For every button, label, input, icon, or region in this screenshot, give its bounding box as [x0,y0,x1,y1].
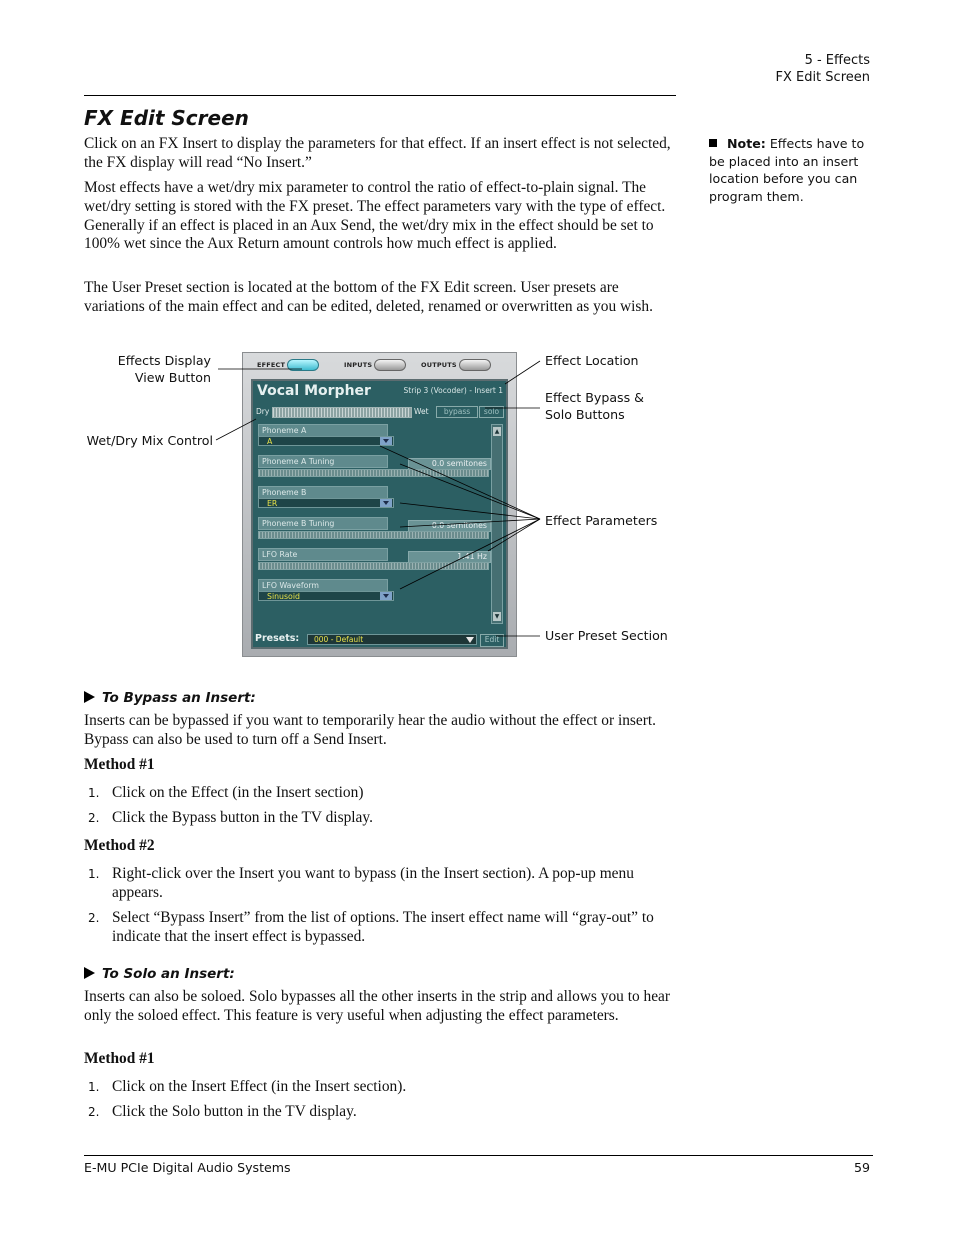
sidebar-note [709,135,874,205]
bypass-heading [84,690,256,706]
preset-select[interactable] [307,634,477,645]
scroll-up-icon[interactable]: ▲ [494,428,500,435]
step-text: Click the Solo button in the TV display. [112,1103,357,1120]
scroll-down-icon[interactable]: ▼ [494,613,500,620]
solo-heading [84,966,235,982]
step-number: 1. [88,1080,100,1094]
triangle-right-icon [84,691,95,703]
param-label: Phoneme A Tuning [258,455,388,468]
triangle-right-icon [84,967,95,979]
footer-title: E-MU PCIe Digital Audio Systems [84,1160,291,1175]
param-lfo-rate [258,548,489,574]
chevron-down-icon[interactable] [380,592,392,600]
effect-parameters [258,424,489,624]
step-text: Right-click over the Insert you want to bypass (in the Insert section). A pop-up menu appears. [112,865,634,901]
callout-wet-dry: Wet/Dry Mix Control [86,433,213,448]
param-select[interactable]: A [258,436,394,446]
step-number: 1. [88,867,100,881]
inputs-view-button[interactable] [374,359,406,371]
param-label: LFO Waveform [258,579,388,592]
step-text: Select “Bypass Insert” from the list of options. The insert effect name will “gray-out” to indicate that the insert effect is bypassed. [112,909,654,945]
fx-edit-panel [242,352,517,657]
preset-edit-button[interactable]: Edit [480,634,504,647]
step-number: 2. [88,911,100,925]
step-number: 2. [88,1105,100,1119]
user-preset-section [255,633,505,646]
note-text: Effects have to be placed into an insert location before you can program them. [709,136,865,204]
param-label: LFO Rate [258,548,388,561]
dry-label: Dry [256,407,270,416]
param-label: Phoneme B [258,486,388,499]
param-label: Phoneme A [258,424,388,437]
chevron-down-icon[interactable] [380,437,392,445]
tv-display [251,379,508,649]
param-phoneme-b [258,486,489,512]
effect-view-button[interactable] [287,359,319,371]
header-section: FX Edit Screen [775,70,870,85]
effect-name: Vocal Morpher [257,383,371,399]
step-text: Click on the Effect (in the Insert section) [112,784,364,801]
bypass-heading-text: To Bypass an Insert: [102,690,256,706]
callout-view-button [90,352,211,386]
param-slider[interactable] [258,562,489,570]
bypass-method-1-label: Method #1 [84,756,155,773]
param-value: 1.41 Hz [408,551,491,563]
solo-intro: Inserts can also be soloed. Solo bypasses all the other inserts in the strip and allows you to hear only the soloed effect. This feature is very useful when adjusting the effect parameters. [84,988,671,1024]
param-phoneme-b-tuning [258,517,489,543]
param-phoneme-a-tuning [258,455,489,481]
page-number: 59 [853,1160,870,1175]
solo-method-1-label: Method #1 [84,1050,155,1067]
bypass-method-2-label: Method #2 [84,837,155,854]
callout-user-preset: User Preset Section [545,628,668,643]
bypass-button[interactable]: bypass [436,406,478,418]
tab-effect-label: EFFECT [257,361,286,369]
param-value: 0.0 semitones [408,520,491,532]
callout-bypass-solo [545,389,644,423]
wet-dry-slider[interactable] [272,407,412,418]
tab-inputs-label: INPUTS [344,361,373,369]
callout-bypass-line2: Solo Buttons [545,407,625,422]
wet-dry-row [255,406,505,418]
tab-outputs-label: OUTPUTS [421,361,457,369]
callout-parameters: Effect Parameters [545,513,658,528]
param-value: 0.0 semitones [408,458,491,470]
outputs-view-button[interactable] [459,359,491,371]
param-phoneme-a [258,424,489,450]
callout-bypass-line1: Effect Bypass & [545,390,644,405]
footer-rule [84,1155,873,1156]
param-label: Phoneme B Tuning [258,517,388,530]
user-preset-paragraph: The User Preset section is located at the bottom of the FX Edit screen. User presets are variations of the main effect and can be edited, deleted, renamed or overwritten as you wish. [84,279,653,315]
bypass-intro: Inserts can be bypassed if you want to temporarily hear the audio without the effect or insert. Bypass can also be used to turn off a Send Insert. [84,712,656,748]
note-bullet-icon [709,139,717,147]
solo-button[interactable]: solo [479,406,504,418]
step-text: Click on the Insert Effect (in the Insert section). [112,1078,407,1095]
step-text: Click the Bypass button in the TV display. [112,809,373,826]
param-slider[interactable] [258,469,489,477]
chevron-down-icon[interactable] [466,637,474,643]
callout-view-button-line1: Effects Display [117,353,211,368]
header-rule [84,95,676,96]
step-number: 1. [88,786,100,800]
preset-value: 000 - Default [314,635,364,644]
page-title: FX Edit Screen [84,106,249,130]
param-scrollbar[interactable] [491,424,503,624]
step-number: 2. [88,811,100,825]
note-label: Note: [727,136,766,151]
wet-dry-paragraph: Most effects have a wet/dry mix parameter to control the ratio of effect-to-plain signal. The wet/dry setting is stored with the FX preset. The effect parameters vary with the type of effect. Generally if an effect is placed in an Aux Send, the wet/dry mix in the effect should be set to 100% wet since the Aux Return amount controls how much effect is applied. [84,179,666,253]
chevron-down-icon[interactable] [380,499,392,507]
tab-inputs[interactable] [344,359,406,373]
callout-view-button-line2: View Button [134,370,211,385]
header-chapter: 5 - Effects [804,53,870,68]
callout-location: Effect Location [545,353,639,368]
param-lfo-waveform [258,579,489,605]
param-slider[interactable] [258,531,489,539]
wet-label: Wet [414,407,429,416]
param-select[interactable]: ER [258,498,394,508]
effect-location: Strip 3 (Vocoder) - Insert 1 [403,386,503,395]
tab-outputs[interactable] [421,359,491,373]
presets-label: Presets: [255,633,300,644]
param-select[interactable]: Sinusoid [258,591,394,601]
intro-paragraph: Click on an FX Insert to display the parameters for that effect. If an insert effect is not selected, the FX display will read “No Insert.” [84,135,671,171]
solo-heading-text: To Solo an Insert: [102,966,235,982]
tab-effect[interactable] [257,359,319,373]
running-header [775,52,870,86]
